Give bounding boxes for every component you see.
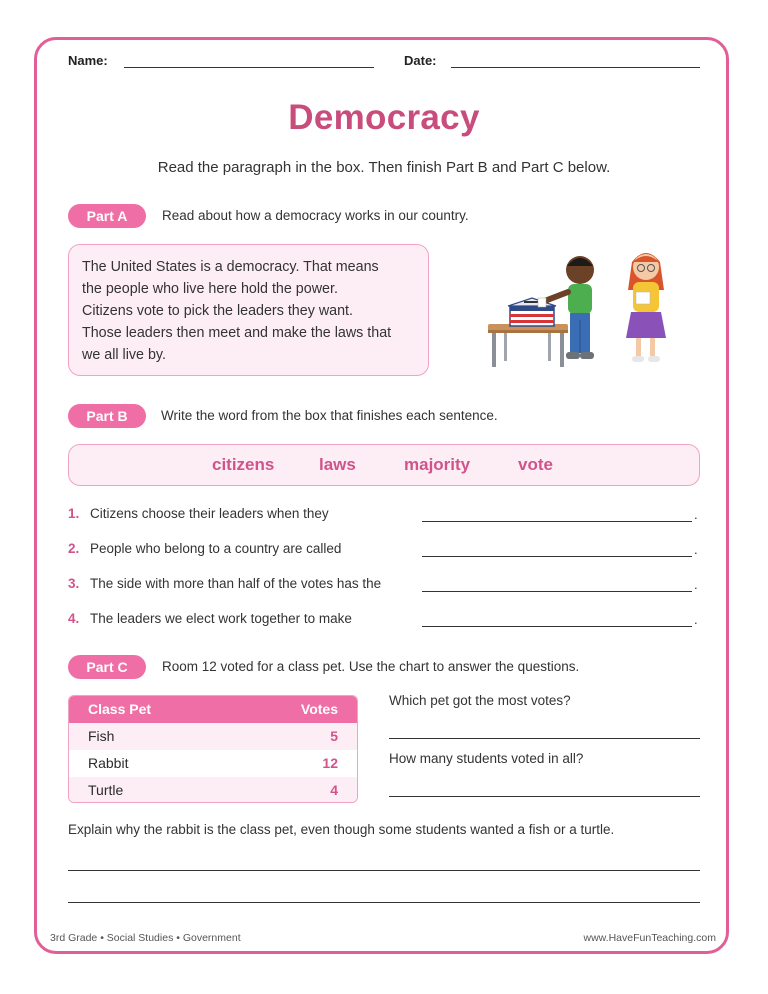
question-text: Citizens choose their leaders when they — [90, 506, 329, 521]
table-cell-votes: 4 — [330, 782, 338, 798]
instructions: Read the paragraph in the box. Then finish Part B and Part C below. — [157, 159, 611, 176]
question-number: 4. — [68, 611, 80, 626]
table-row — [69, 750, 357, 777]
question-text: The side with more than half of the votes has the — [90, 576, 382, 591]
answer-line[interactable] — [389, 738, 700, 739]
table-header-row — [69, 696, 357, 723]
answer-line[interactable] — [68, 870, 700, 871]
part-c-description: Room 12 voted for a class pet. Use the chart to answer the questions. — [162, 659, 580, 674]
voting-illustration — [482, 240, 682, 380]
name-answer-line[interactable] — [124, 67, 374, 68]
table-cell-pet: Fish — [88, 728, 115, 744]
part-a-pill: Part A — [68, 204, 146, 228]
answer-line[interactable] — [422, 556, 692, 557]
part-c-pill: Part C — [68, 655, 146, 679]
question-number: 1. — [68, 506, 80, 521]
table-row — [69, 723, 357, 750]
word-bank-item: majority — [404, 455, 471, 474]
date-answer-line[interactable] — [451, 67, 700, 68]
reading-box — [68, 244, 429, 376]
question-text: The leaders we elect work together to make — [90, 611, 352, 626]
paragraph-line: the people who live here hold the power. — [82, 281, 338, 297]
table-header-votes: Votes — [300, 701, 338, 717]
part-b-description: Write the word from the box that finishes each sentence. — [161, 408, 498, 423]
table-icon — [488, 324, 568, 367]
question-number: 3. — [68, 576, 80, 591]
table-cell-votes: 12 — [322, 755, 338, 771]
explain-prompt: Explain why the rabbit is the class pet, even though some students wanted a fish or a turtle. — [68, 822, 615, 837]
answer-line[interactable] — [422, 521, 692, 522]
question-period: . — [694, 507, 698, 522]
paragraph-line: we all live by. — [82, 347, 166, 363]
table-cell-votes: 5 — [330, 728, 338, 744]
word-bank — [68, 444, 700, 486]
answer-line[interactable] — [68, 902, 700, 903]
question-period: . — [694, 612, 698, 627]
word-bank-item: vote — [518, 455, 553, 474]
part-c-question-1: Which pet got the most votes? — [389, 693, 571, 708]
question-period: . — [694, 542, 698, 557]
word-bank-item: citizens — [212, 455, 275, 474]
answer-line[interactable] — [422, 626, 692, 627]
question-number: 2. — [68, 541, 80, 556]
answer-line[interactable] — [422, 591, 692, 592]
page-title: Democracy — [288, 98, 480, 137]
name-label: Name: — [68, 53, 108, 68]
question-text: People who belong to a country are called — [90, 541, 342, 556]
answer-line[interactable] — [389, 796, 700, 797]
question-period: . — [694, 577, 698, 592]
girl-icon — [626, 253, 666, 362]
class-pet-table — [68, 695, 358, 803]
footer-grade-info: 3rd Grade • Social Studies • Government — [50, 932, 241, 944]
date-label: Date: — [404, 53, 437, 68]
word-bank-item: laws — [319, 455, 356, 474]
table-cell-pet: Rabbit — [88, 755, 129, 771]
footer-website: www.HaveFunTeaching.com — [583, 932, 716, 944]
paragraph-line: Those leaders then meet and make the laws that — [82, 325, 392, 341]
paragraph-line: Citizens vote to pick the leaders they want. — [82, 303, 353, 319]
paragraph-line: The United States is a democracy. That means — [82, 259, 379, 275]
part-a-description: Read about how a democracy works in our country. — [162, 208, 469, 223]
part-b-pill: Part B — [68, 404, 146, 428]
part-c-question-2: How many students voted in all? — [389, 751, 584, 766]
table-header-pet: Class Pet — [88, 701, 152, 717]
table-row — [69, 777, 357, 803]
table-cell-pet: Turtle — [88, 782, 124, 798]
